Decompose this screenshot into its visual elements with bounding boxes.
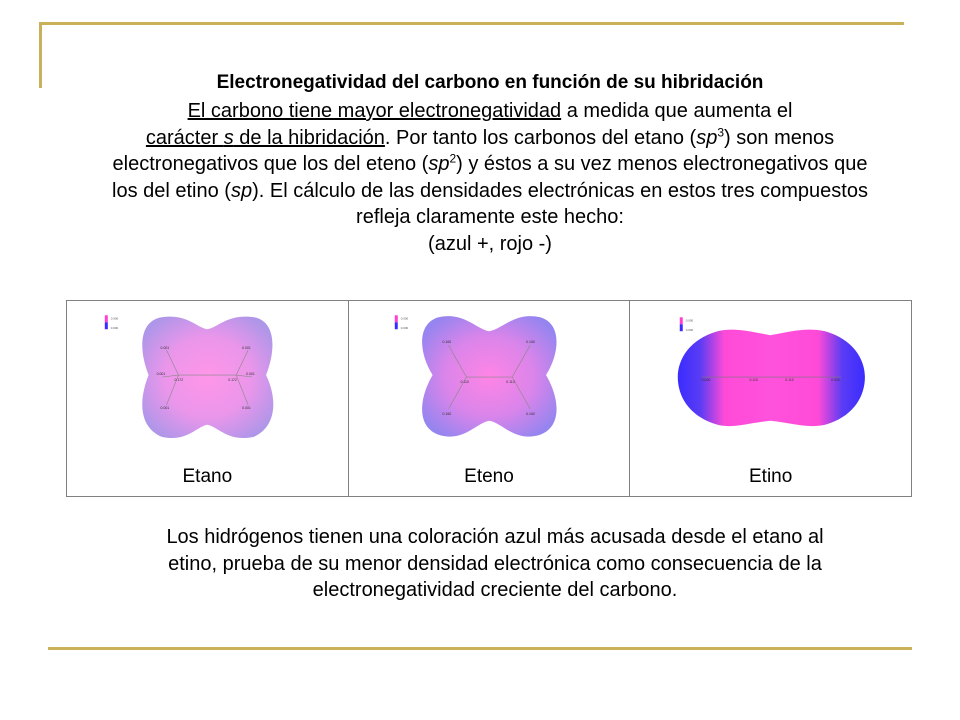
scale-bar [680,317,694,332]
svg-text:0.000: 0.000 [686,328,694,333]
svg-text:0.001: 0.001 [156,372,166,377]
intro-underlined-1: El carbono tiene mayor electronegatividad [187,100,562,122]
svg-text:0.000: 0.000 [110,326,119,331]
intro-paragraph: El carbono tiene mayor electronegatividad a medida que aumenta el carácter s de la hibridación. Por tanto los carbonos del etano $(sp^3)$ son menos electronegativos que los del eteno $(sp^2)$ y éstos a su vez menos electronegativos que los del etino (sp). El cálculo de las densidades electrónicas en estos tres compuestos refleja claramente este hecho: (azul +, rojo -) [112,100,868,255]
molecule-cell-etino [630,301,912,497]
molecule-label: Etano [182,466,233,487]
molecule-cell-etano [67,301,349,497]
left-decor-line [39,22,42,88]
eteno-density-image [349,305,630,455]
etano-density-surface [142,317,273,438]
molecule-table [66,300,912,497]
svg-text:0.000: 0.000 [400,316,408,321]
svg-text:0.000: 0.000 [110,316,119,321]
svg-text:0.160: 0.160 [442,411,451,416]
svg-text:0.172: 0.172 [174,377,184,382]
svg-text:0.001: 0.001 [246,372,255,377]
scale-bar [105,315,119,330]
bottom-decor-line [48,647,912,650]
svg-text:0.000: 0.000 [831,377,841,382]
svg-text:0.000: 0.000 [701,377,711,382]
molecule-label: Etino [749,466,793,487]
svg-text:0.160: 0.160 [525,340,535,345]
etano-density-image [67,305,348,455]
conclusion-paragraph: Los hidrógenos tienen una coloración azul más acusada desde el etano al etino, prueba de su menor densidad electrónica como consecuencia de la electronegatividad creciente del carbono. [166,526,824,601]
svg-text:0.001: 0.001 [242,346,251,351]
svg-text:0.110: 0.110 [749,377,759,382]
slide-title: Electronegatividad del carbono en función de su hibridación [216,72,764,93]
svg-text:0.001: 0.001 [160,346,170,351]
svg-text:0.160: 0.160 [442,340,451,345]
molecule-cell-eteno [348,301,630,497]
top-decor-line [40,22,904,25]
svg-text:0.110: 0.110 [460,379,469,384]
svg-text:0.000: 0.000 [400,326,408,331]
svg-text:0.110: 0.110 [505,379,515,384]
svg-text:0.110: 0.110 [785,377,795,382]
etino-density-image [630,305,911,455]
svg-text:0.000: 0.000 [686,318,694,323]
molecule-label: Eteno [464,466,514,487]
svg-text:0.001: 0.001 [160,405,170,410]
svg-text:0.001: 0.001 [242,405,251,410]
svg-text:0.172: 0.172 [228,377,237,382]
eteno-density-surface [422,316,556,437]
svg-text:0.160: 0.160 [525,411,535,416]
color-legend-text: (azul +, rojo -) [428,232,552,255]
intro-underlined-2: carácter s de la hibridación [145,126,385,149]
scale-bar [394,315,408,330]
